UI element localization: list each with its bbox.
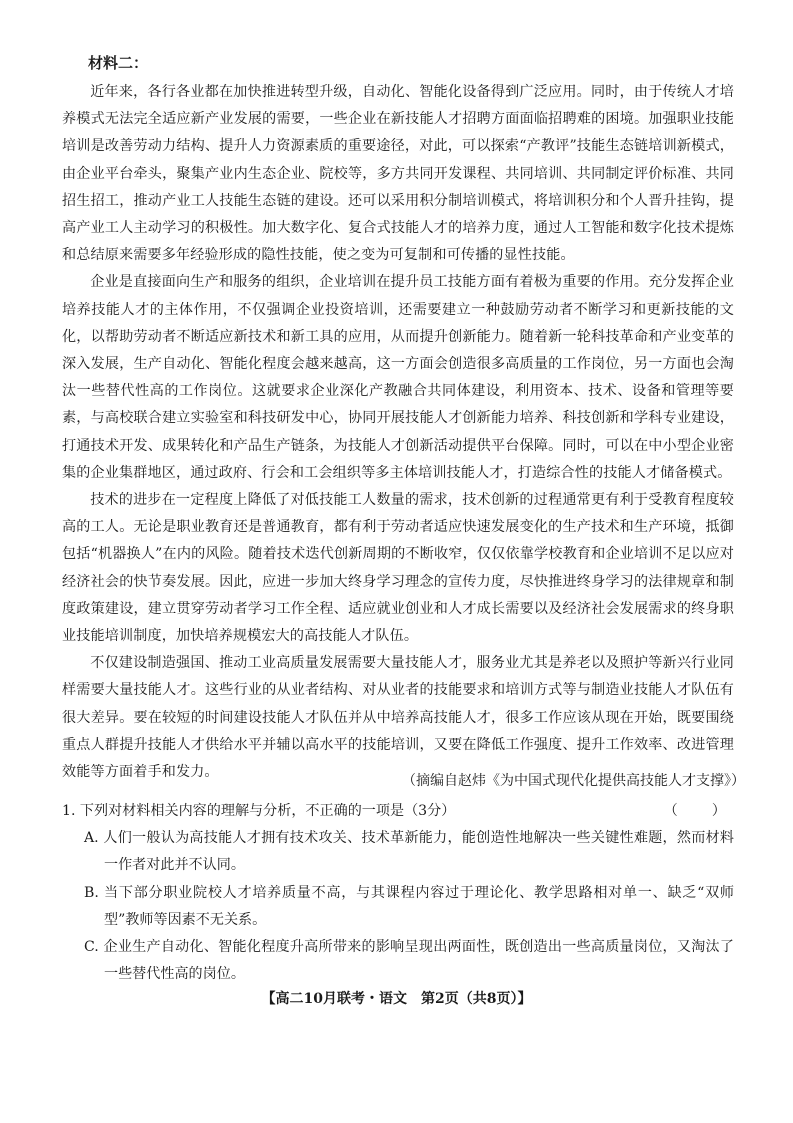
- option-c: C. 企业生产自动化、智能化程度升高所带来的影响呈现出两面性，既创造出一些高质量岗位，又淘汰了一些替代性高的岗位。: [84, 939, 734, 983]
- question-stem-row: [62, 798, 734, 825]
- question-stem: 1. 下列对材料相关内容的理解与分析，不正确的一项是（3分）: [62, 803, 456, 819]
- paragraph: 不仅建设制造强国、推动工业高质量发展需要大量技能人才，服务业尤其是养老以及照护等新兴行业同样需要大量技能人才。这些行业的从业者结构、对从业者的技能要求和培训方式等与制造业技能人才队伍有很大差异。要在较短的时间建设技能人才队伍并从中培养高技能人才，很多工作应该从现在开始，既要围绕重点人群提升技能人才供给水平并辅以高水平的技能培训，又要在降低工作强度、提升工作效率、改进管理效能等方面着手和发力。: [62, 655, 734, 781]
- source-citation: （摘编自赵炜《为中国式现代化提供高技能人才支撑》）: [402, 773, 745, 789]
- question-1: [62, 798, 734, 988]
- option-b: B. 当下部分职业院校人才培养质量不高，与其课程内容过于理论化、教学思路相对单一、缺乏“双师型”教师等因素不无关系。: [84, 884, 734, 928]
- material-body: [62, 79, 734, 786]
- option-a: A. 人们一般认为高技能人才拥有技术攻关、技术革新能力，能创造性地解决一些关键性难题，然而材料一作者对此并不认同。: [84, 830, 734, 874]
- answer-bracket: （ ）: [663, 803, 728, 819]
- page-footer: 【高二10月联考・语文 第2页（共8页）】: [261, 991, 532, 1007]
- paragraph: 企业是直接面向生产和服务的组织，企业培训在提升员工技能方面有着极为重要的作用。充分发挥企业培养技能人才的主体作用，不仅强调企业投资培训，还需要建立一种鼓励劳动者不断学习和更新技能的文化，以帮助劳动者不断适应新技术和新工具的应用，从而提升创新能力。随着新一轮科技革命和产业变革的深入发展，生产自动化、智能化程度会越来越高，这一方面会创造很多高质量的工作岗位，另一方面也会淘汰一些替代性高的工作岗位。这就要求企业深化产教融合共同体建设，利用资本、技术、设备和管理等要素，与高校联合建立实验室和科技研发中心，协同开展技能人才创新能力培养、科技创新和学科专业建设，打通技术开发、成果转化和产品生产链条，为技能人才创新活动提供平台保障。同时，可以在中小型企业密集的企业集群地区，通过政府、行会和工会组织等多主体培训技能人才，打造综合性的技能人才储备模式。: [62, 274, 734, 481]
- material-title: 材料二：: [88, 54, 149, 72]
- paragraph: 近年来，各行各业都在加快推进转型升级，自动化、智能化设备得到广泛应用。同时，由于传统人才培养模式无法完全适应新产业发展的需要，一些企业在新技能人才招聘方面面临招聘难的困境。加强职业技能培训是改善劳动力结构、提升人力资源素质的重要途径，对此，可以探索“产教评”技能生态链培训新模式，由企业平台牵头，聚集产业内生态企业、院校等，多方共同开发课程、共同培训、共同制定评价标准、共同招生招工，推动产业工人技能生态链的建设。还可以采用积分制培训模式，将培训积分和个人晋升挂钩，提高产业工人主动学习的积极性。加大数字化、复合式技能人才的培养力度，通过人工智能和数字化技术提炼和总结原来需要多年经验形成的隐性技能，使之变为可复制和可传播的显性技能。: [62, 84, 734, 264]
- paragraph: 技术的进步在一定程度上降低了对低技能工人数量的需求，技术创新的过程通常更有利于受教育程度较高的工人。无论是职业教育还是普通教育，都有利于劳动者适应快速发展变化的生产技术和生产环境，抵御包括“机器换人”在内的风险。随着技术迭代创新周期的不断收窄，仅仅依靠学校教育和企业培训不足以应对经济社会的快节奏发展。因此，应进一步加大终身学习理念的宣传力度，尽快推进终身学习的法律规章和制度政策建设，建立贯穿劳动者学习工作全程、适应就业创业和人才成长需要以及经济社会发展需求的终身职业技能培训制度，加快培养规模宏大的高技能人才队伍。: [62, 492, 734, 645]
